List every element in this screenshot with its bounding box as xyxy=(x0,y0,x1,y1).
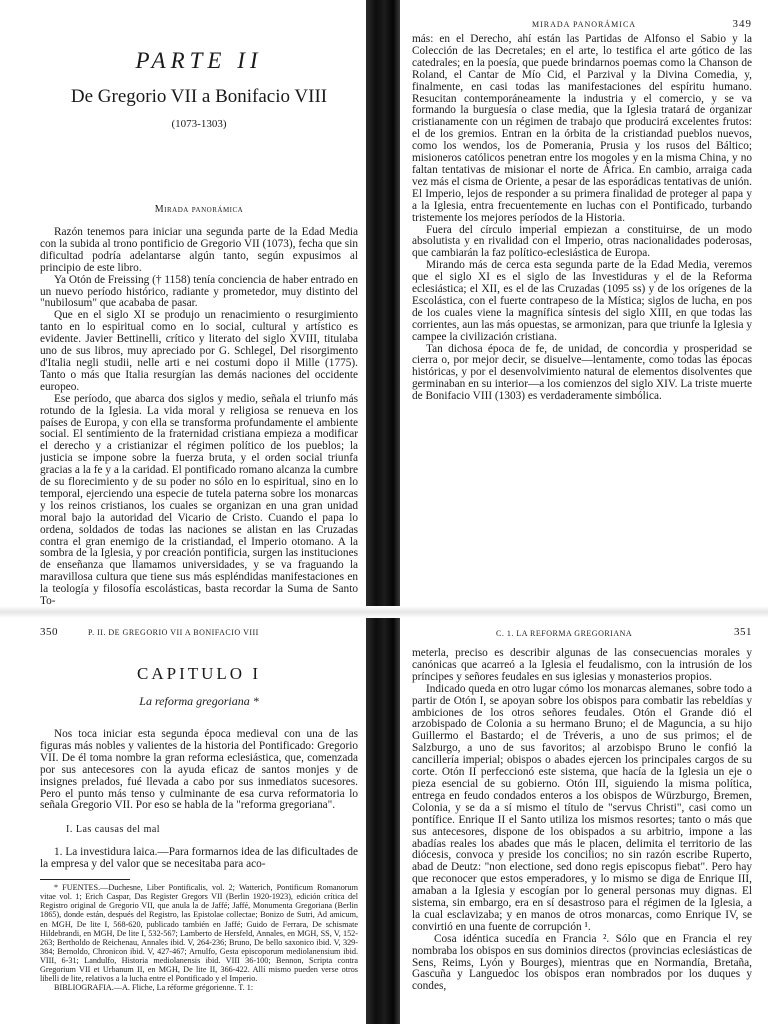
running-title: P. II. DE GREGORIO VII A BONIFACIO VIII xyxy=(88,628,259,637)
paragraph: meterla, preciso es describir algunas de las consecuencias morales y canónicas que acarreó a la Iglesia el feudalismo, con la intrusión de los príncipes y señores feudales en sus iglesias y monasterios propios. xyxy=(412,647,752,683)
running-header xyxy=(412,18,752,34)
paragraph: Indicado queda en otro lugar cómo los monarcas alemanes, sobre todo a partir de Otón I, se apoyan sobre los obispos para combatir las rebeldías y ambiciones de los otros señores feudales. Otón el Grande dió el arzobispado de Colonia a su hermano Bruno; el de Maguncia, a su hijo Guillermo el Bastardo; el de Tréveris, a uno de sus primos; el de Salzburgo, a uno de sus favoritos; al arzobispo Bruno le confió la cancillería imperial; obispos o abades ejercen los principales cargos de su corte. Otón II perfeccionó este sistema, que hacía de la Iglesia un eje o pieza esencial de su gobierno. Otón III, siguiendo la misma política, entrega en feudo condados enteros a los obispos de Würzburgo, Bremen, Colonia, y se da a sí mismo el título de "servus Christi", casi como un pontífice. Enrique II el Santo utiliza los mismos resortes; tanto o más que sus antecesores, dispone de los obispados a su arbitrio, impone a las abadías reales los abades que más le placen, delimita el territorio de las diócesis, convoca y preside los concilios; no sin razón escribe Ruperto, abad de Deutz: "non electione, sed dono regis episcopus fiebat". Pero hay que reconocer que estos emperadores, y lo mismo se diga de Enrique III, amaban a la Iglesia y escogían por lo general personas muy dignas. El sistema, sin embargo, era en sí desastroso para el régimen de la Iglesia, a la cual esclavizaba; y en manos de otros monarcas, como Enrique IV, se convirtió en una fuente de corrupción ¹. xyxy=(412,682,752,933)
page-351 xyxy=(412,626,752,1024)
paragraph: más: en el Derecho, ahí están las Partidas de Alfonso el Sabio y la Colección de las Decretales; en el arte, lo testifica el arte gótico de las catedrales; en la poesía, que puede brindarnos poemas como la Chanson de Roland, el Cantar de Mío Cid, el Parzival y la Divina Comedia, y, finalmente, en casi todas las manifestaciones del espíritu humano. Resucitan contemporáneamente la industria y el comercio, y se va formando la burguesía o clase media, que la Iglesia tratará de organizar cristianamente con un régimen de trabajo que producirá excelentes frutos: el de los gremios. Entran en la órbita de la cristiandad pueblos nuevos, como los wendos, los de Pomerania, Prusia y los rusos del Báltico; misioneros católicos penetran entre los mogoles y en la misma China, y no faltan tentativas de misionar el norte de África. En cambio, arraiga cada vez más el cisma de Oriente, a pesar de las esporádicas tentativas de unión. El Imperio, lejos de responder a su primera finalidad de proteger al papa y a la Iglesia, entra frecuentemente en luchas con el Pontificado, turbando tristemente los mejores períodos de la Historia. xyxy=(412,33,752,224)
part-title: De Gregorio VII a Bonifacio VIII xyxy=(70,86,328,107)
section-heading: I. Las causas del mal xyxy=(66,824,161,836)
footnote-rule xyxy=(40,879,130,880)
part-years: (1073-1303) xyxy=(171,118,227,130)
running-title: C. 1. LA REFORMA GREGORIANA xyxy=(496,629,633,638)
section-heading: Mirada panorámica xyxy=(154,204,244,215)
running-title: MIRADA PANORÁMICA xyxy=(532,20,637,29)
book-gutter xyxy=(366,0,400,1024)
paragraph: Ya Otón de Freissing († 1158) tenía conciencia de haber entrado en un nuevo período histórico, radiante y prometedor, muy distinto del "nubilosum" que acababa de pasar. xyxy=(40,273,358,310)
paragraph: Tan dichosa época de fe, de unidad, de concordia y prosperidad se cierra o, por mejor decir, se disuelve—lentamente, como todas las épocas históricas, y por el desenvolvimiento natural de elementos disolventes que germinaban en su interior—a los comienzos del siglo XIV. La triste muerte de Bonifacio VIII (1303) es verdaderamente simbólica. xyxy=(412,342,752,403)
chapter-subtitle: La reforma gregoriana * xyxy=(139,694,259,708)
bibliography: BIBLIOGRAFIA.—A. Fliche, La réforme grégorienne. T. 1: xyxy=(54,983,254,993)
paragraph: Fuera del círculo imperial empiezan a constituirse, de un modo absolutista y en rivalidad con el Imperio, otras nacionalidades poderosas, que cambiarán la faz político-eclesiástica de Europa. xyxy=(412,223,752,260)
page-separator xyxy=(0,606,768,618)
part-heading: PARTE II xyxy=(135,48,263,73)
paragraph: Nos toca iniciar esta segunda época medieval con una de las figuras más nobles y valientes de la historia del Pontificado: Gregorio VII. De él toma nombre la gran reforma eclesiástica, que, comenzada por sus antecesores con la ayuda eficaz de santos monjes y de insignes prelados, fué llevada a cabo por sus inmediatos sucesores. Pero el punto más tenso y culminante de esa curva reformatoria lo señala Gregorio VII. Por eso se habla de la "reforma gregoriana". xyxy=(40,728,358,812)
paragraph: 1. La investidura laica.—Para formarnos idea de las dificultades de la empresa y del valor que se necesitaba para aco- xyxy=(40,846,358,871)
chapter-heading: CAPITULO I xyxy=(137,664,261,683)
page-348 xyxy=(40,30,358,606)
paragraph: Ese período, que abarca dos siglos y medio, señala el triunfo más rotundo de la Iglesia. La vida moral y religiosa se renueva en los países de Europa, y con ella se transforma profundamente el ambiente social. El sentimiento de la fraternidad cristiana empieza a modificar el derecho y a cristianizar el régimen político de los pueblos; la justicia se impone sobre la fuerza bruta, y el orden social triunfa gracias a la fe y a la caridad. El pontificado romano alcanza la cumbre de su florecimiento y de su poder no sólo en lo espiritual, sino en lo temporal, ejerciendo una especie de tutela paterna sobre los monarcas y los reinos cristianos, los cuales se organizan en una gran unidad moral bajo la autoridad del Vicario de Cristo. Cuando el papa lo ordena, soldados de todas las naciones se alistan en las Cruzadas contra el gran enemigo de la cristiandad, el Imperio otomano. A la sombra de la Iglesia, y por creación pontificia, surgen las instituciones de enseñanza que llamamos universidades, y se va fraguando la maravillosa cultura que tiene sus más espléndidas manifestaciones en la teología y filosofía escolásticas, basta recordar la Suma de Santo To- xyxy=(40,392,358,606)
paragraph: Que en el siglo XI se produjo un renacimiento o resurgimiento tanto en lo espiritual como en lo social, cultural y artístico es evidente. Javier Bettinelli, crítico y literato del siglo XVIII, titulaba uno de sus libros, muy apreciado por G. Schlegel, Del risorgimento d'Italia negli studii, nelle arti e nei costumi dopo il Mille (1775). Tanto o más que Italia resurgían las demás naciones del occidente europeo. xyxy=(40,309,358,393)
page-350 xyxy=(40,626,358,1024)
page-number: 351 xyxy=(734,626,752,638)
page-number: 349 xyxy=(732,18,752,30)
paragraph: Razón tenemos para iniciar una segunda parte de la Edad Media con la subida al trono pontificio de Gregorio VII (1073), fecha que sin dificultad podría adelantarse algún tanto, según expusimos al principio de este libro. xyxy=(40,226,358,274)
page-number: 350 xyxy=(40,626,58,638)
paragraph: Cosa idéntica sucedía en Francia ². Sólo que en Francia el rey nombraba los obispos en sus dominios directos (provincias eclesiásticas de Sens, Reims, Lyón y Bourges), mientras que en Normandía, Bretaña, Gascuña y Languedoc los obispos eran nombrados por los duques y condes, xyxy=(412,932,752,993)
running-header xyxy=(412,626,752,648)
footnote: * FUENTES.—Duchesne, Liber Pontificalis, vol. 2; Watterich, Pontificum Romanorum vitae vol. 1; Erich Caspar, Das Register Gregors VII (Berlin 1920-1923), edición crítica del Registro original de Gregorio VII, que anula la de Jaffé; Jaffé, Monumenta Gregoriana (Berlin 1865), donde están, después del Registro, las Epistolae collectae; Bonizo de Sutri, Ad amicum, en MGH, De lite I, 568-620, publicado también en Jaffé; Guido de Ferrara, De schismate Hildebrandi, en MGH, De lite I, 532-567; Lamberto de Hersfeld, Annales, en MGH, SS, V, 152-263; Bertholdo de Reichenau, Annales ibid. V, 264-236; Bruno, De bello saxonico ibid. V, 329-384; Bernoldo, Chronicon ibid. V, 427-467; Arnulfo, Gesta episcoporum mediolanensium ibid. VIII, 6-31; Landulfo, Historia mediolanensis ibid. VIII 36-100; Bennon, Scripta contra Gregorium VII et Urbanum II, en MGH, De lite II, 366-422. Allí mismo pueden verse otros libelli de lite, relativos a la lucha entre el Pontificado y el Imperio. xyxy=(40,883,358,984)
page-349 xyxy=(412,18,752,606)
running-header xyxy=(40,626,358,644)
paragraph: Mirando más de cerca esta segunda parte de la Edad Media, veremos que el siglo XI es el siglo de las Investiduras y el de la Reforma eclesiástica; el XII, es el de las Cruzadas (1095 ss) y de los orígenes de la Escolástica, con el fuerte contrapeso de la Mística; siglos de lucha, en pos de los cuales viene la magnífica síntesis del siglo XIII, en que todas las corrientes, aun las más opuestas, se armonizan, para que triunfe la Iglesia y campee la civilización cristiana. xyxy=(412,259,752,343)
